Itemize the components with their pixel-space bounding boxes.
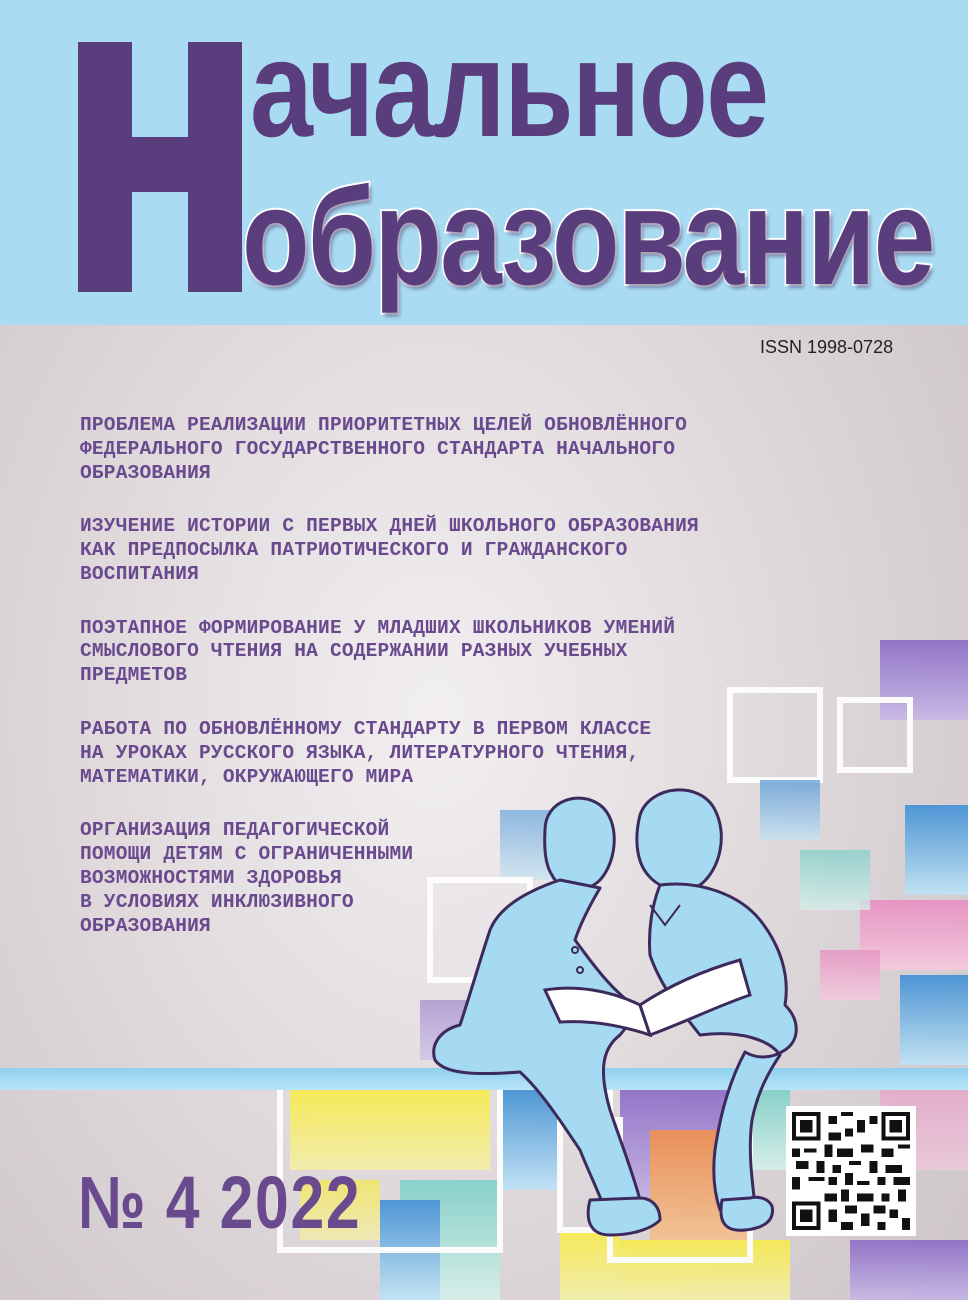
title-line-2: образование (242, 160, 934, 314)
issn-label: ISSN 1998-0728 (760, 337, 894, 357)
article-title: РАБОТА ПО ОБНОВЛЁННОМУ СТАНДАРТУ В ПЕРВОМ КЛАССЕ НА УРОКАХ РУССКОГО ЯЗЫКА, ЛИТЕРАТУРНОГО ЧТЕНИЯ, МАТЕМАТИКИ, ОКРУЖАЮЩЕГО МИРА (80, 718, 652, 788)
article-title: ОРГАНИЗАЦИЯ ПЕДАГОГИЧЕСКОЙ ПОМОЩИ ДЕТЯМ С ОГРАНИЧЕННЫМИ ВОЗМОЖНОСТЯМИ ЗДОРОВЬЯ В УСЛОВИЯХ ИНКЛЮЗИВНОГО ОБРАЗОВАНИЯ (80, 819, 414, 937)
article-title: ИЗУЧЕНИЕ ИСТОРИИ С ПЕРВЫХ ДНЕЙ ШКОЛЬНОГО ОБРАЗОВАНИЯ КАК ПРЕДПОСЫЛКА ПАТРИОТИЧЕСКОГО И ГРАЖДАНСКОГО ВОСПИТАНИЯ (80, 515, 699, 585)
qr-code-icon (786, 1106, 916, 1236)
issue-number: № 4 2022 (78, 1161, 362, 1244)
article-title: ПОЭТАПНОЕ ФОРМИРОВАНИЕ У МЛАДШИХ ШКОЛЬНИКОВ УМЕНИЙ СМЫСЛОВОГО ЧТЕНИЯ НА СОДЕРЖАНИИ РАЗНЫХ УЧЕБНЫХ ПРЕДМЕТОВ (80, 616, 676, 687)
title-line-1: ачальное (250, 12, 768, 166)
article-title: ПРОБЛЕМА РЕАЛИЗАЦИИ ПРИОРИТЕТНЫХ ЦЕЛЕЙ ОБНОВЛЁННОГО ФЕДЕРАЛЬНОГО ГОСУДАРСТВЕННОГО СТАНДАРТА НАЧАЛЬНОГО ОБРАЗОВАНИЯ (80, 414, 687, 484)
